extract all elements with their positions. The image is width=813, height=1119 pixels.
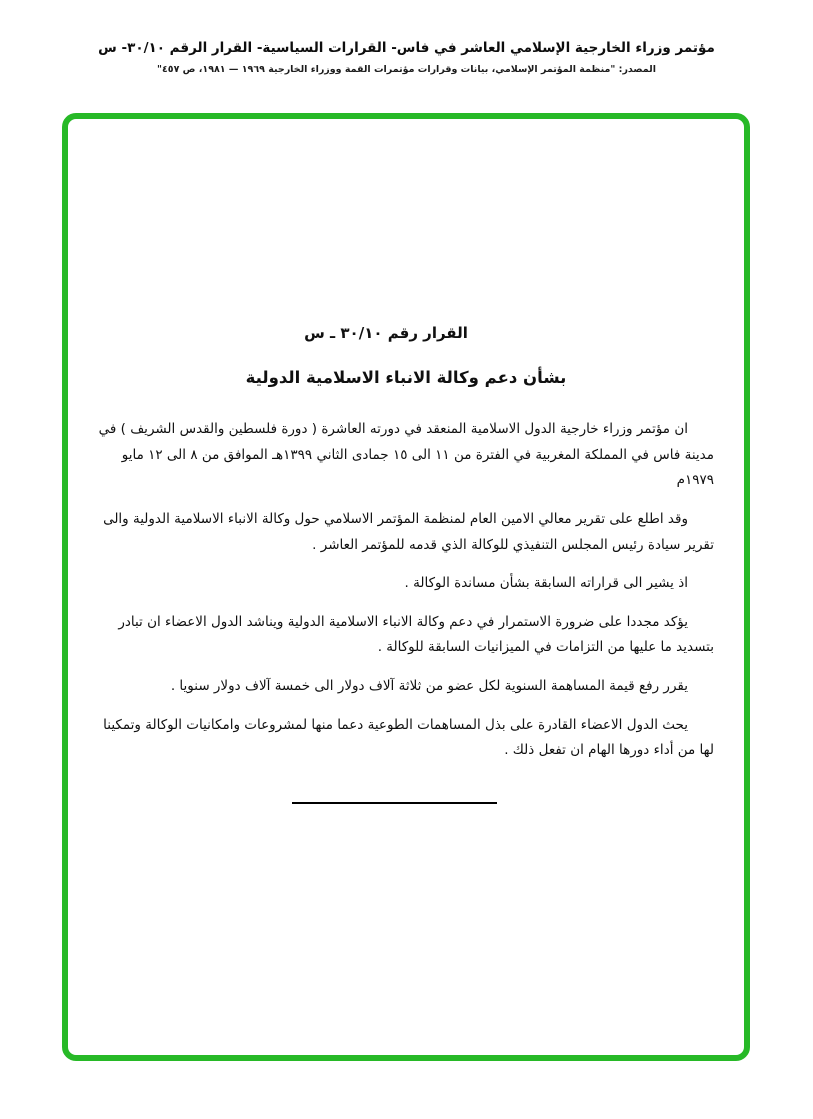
paragraph: يحث الدول الاعضاء القادرة على بذل المساهمات الطوعية دعما منها لمشروعات وامكانيات الوكالة وتمكينا لها من أداء دورها الهام ان تفعل ذلك . <box>103 716 714 759</box>
paragraph: اذ يشير الى قراراته السابقة بشأن مساندة الوكالة . <box>404 575 688 592</box>
end-divider <box>292 802 497 804</box>
paragraph: يقرر رفع قيمة المساهمة السنوية لكل عضو من ثلاثة آلاف دولار الى خمسة آلاف دولار سنويا . <box>170 678 688 695</box>
paragraph: ان مؤتمر وزراء خارجية الدول الاسلامية المنعقد في دورته العاشرة ( دورة فلسطين والقدس الشريف ) في مدينة فاس في المملكة المغربية في الفترة من ١١ الى ١٥ جمادى الثاني ١٣٩٩هـ الموافق من ٨ الى ١٢ مايو ١٩٧٩م <box>98 421 714 489</box>
decision-number: القرار رقم ٣٠/١٠ ـ س <box>304 324 468 342</box>
document-citation-title: مؤتمر وزراء الخارجية الإسلامي العاشر في فاس- القرارات السياسية- القرار الرقم ٣٠/١٠- س <box>98 40 715 56</box>
paragraph: وقد اطلع على تقرير معالي الامين العام لمنظمة المؤتمر الاسلامي حول وكالة الانباء الاسلامية الدولية والى تقرير سيادة رئيس المجلس التنفيذي للوكالة الذي قدمه للمؤتمر العاشر . <box>103 510 714 553</box>
document-body <box>68 119 744 804</box>
document-frame <box>62 113 750 1061</box>
page-header <box>0 0 813 75</box>
paragraph-list <box>98 417 714 764</box>
paragraph: يؤكد مجددا على ضرورة الاستمرار في دعم وكالة الانباء الاسلامية الدولية ويناشد الدول الاعضاء ان تبادر بتسديد ما عليها من التزامات في الميزانيات السابقة للوكالة . <box>118 613 714 656</box>
subject-line: بشأن دعم وكالة الانباء الاسلامية الدولية <box>245 368 567 387</box>
source-line: المصدر: "منظمة المؤتمر الإسلامي، بيانات وقرارات مؤتمرات القمة ووزراء الخارجية ١٩٦٩ — ١٩٨١، ص ٤٥٧" <box>157 64 656 75</box>
